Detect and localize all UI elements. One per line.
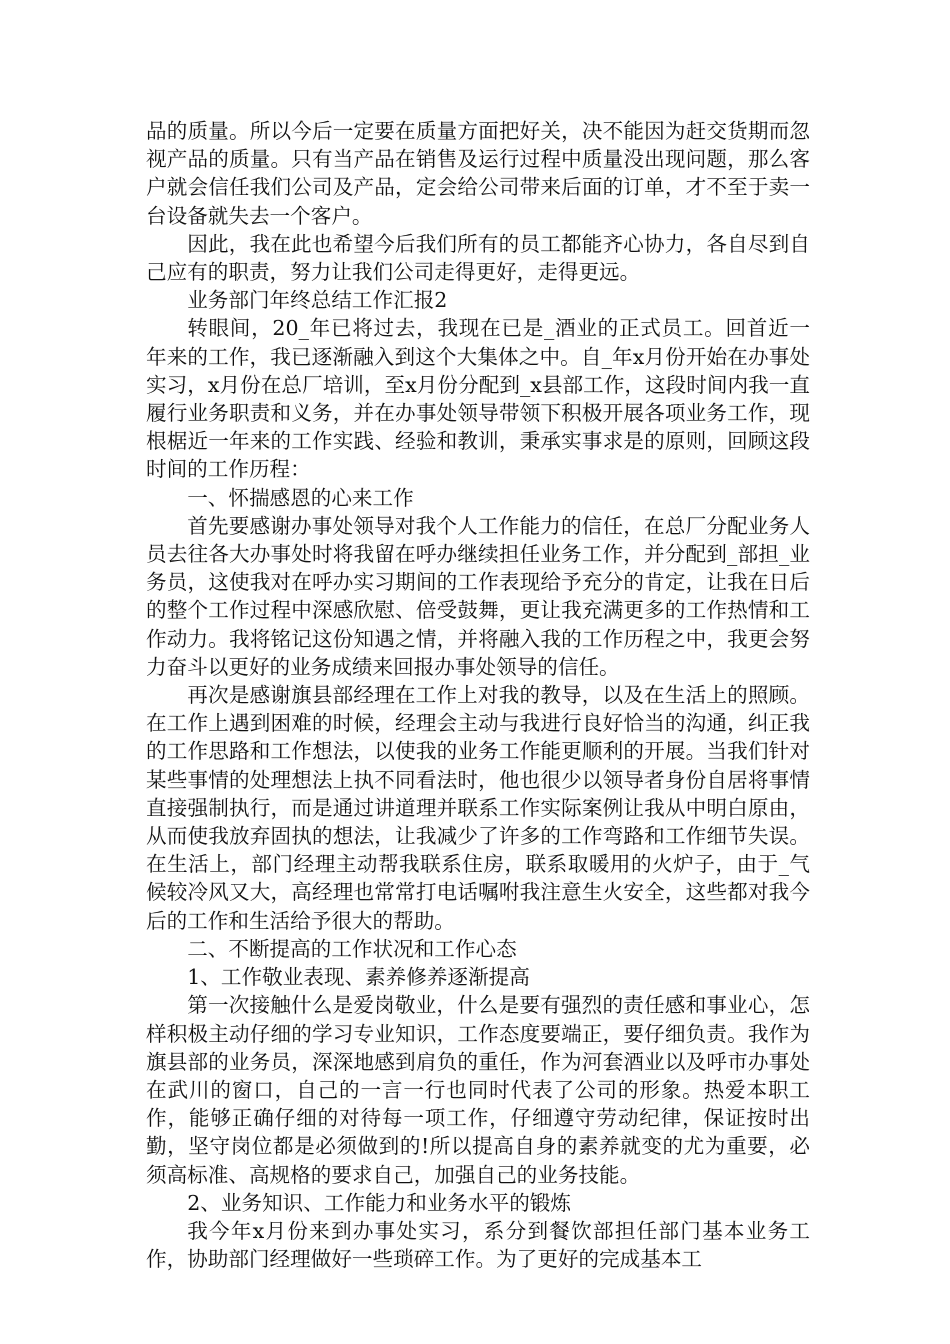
paragraph-body: 因此，我在此也希望今后我们所有的员工都能齐心协力，各自尽到自己应有的职责，努力让我们公司走得更好，走得更远。: [146, 231, 810, 285]
section-heading: 二、不断提高的工作状况和工作心态: [187, 936, 517, 961]
paragraph-body: 转眼间，20_年已将过去，我现在已是_酒业的正式员工。回首近一年来的工作，我已逐渐融入到这个大集体之中。自_年x月份开始在办事处实习，x月份在总厂培训，至x月份分配到_x县部工作，这段时间内我一直履行业务职责和义务，并在办事处领导带领下积极开展各项业务工作，现根椐近一年来的工作实践、经验和教训，秉承实事求是的原则，回顾这段时间的工作历程：: [146, 316, 810, 482]
subsection-heading: 1、工作敬业表现、素养修养逐渐提高: [187, 965, 530, 990]
paragraph-body: 首先要感谢办事处领导对我个人工作能力的信任，在总厂分配业务人员去往各大办事处时将我留在呼办继续担任业务工作，并分配到_部担_业务员，这使我对在呼办实习期间的工作表现给予充分的肯定，让我在日后的整个工作过程中深感欣慰、倍受鼓舞，更让我充满更多的工作热情和工作动力。我将铭记这份知遇之情，并将融入我的工作历程之中，我更会努力奋斗以更好的业务成绩来回报办事处领导的信任。: [146, 513, 810, 679]
document-page: [146, 117, 810, 1273]
section-heading: 一、怀揣感恩的心来工作: [187, 485, 414, 510]
paragraph-body: 再次是感谢旗县部经理在工作上对我的教导，以及在生活上的照顾。在工作上遇到困难的时候，经理会主动与我进行良好恰当的沟通，纠正我的工作思路和工作想法，以使我的业务工作能更顺利的开展。当我们针对某些事情的处理想法上执不同看法时，他也很少以领导者身份自居将事情直接强制执行，而是通过讲道理并联系工作实际案例让我从中明白原由，从而使我放弃固执的想法，让我减少了许多的工作弯路和工作细节失误。在生活上，部门经理主动帮我联系住房，联系取暖用的火炉子，由于_气候较冷风又大，高经理也常常打电话嘱咐我注意生火安全，这些都对我今后的工作和生活给予很大的帮助。: [146, 683, 810, 933]
paragraph-continuation: 品的质量。所以今后一定要在质量方面把好关，决不能因为赶交货期而忽视产品的质量。只有当产品在销售及运行过程中质量没出现问题，那么客户就会信任我们公司及产品，定会给公司带来后面的订单，才不至于卖一台设备就失去一个客户。: [146, 119, 810, 228]
paragraph-body: 第一次接触什么是爱岗敬业，什么是要有强烈的责任感和事业心，怎样积极主动仔细的学习专业知识，工作态度要端正，要仔细负责。我作为旗县部的业务员，深深地感到肩负的重任，作为河套酒业以及呼市办事处在武川的窗口，自己的一言一行也同时代表了公司的形象。热爱本职工作，能够正确仔细的对待每一项工作，仔细遵守劳动纪律，保证按时出勤，坚守岗位都是必须做到的!所以提高自身的素养就变的尤为重要，必须高标准、高规格的要求自己，加强自己的业务技能。: [146, 993, 810, 1187]
subsection-heading: 2、业务知识、工作能力和业务水平的锻炼: [187, 1190, 571, 1215]
paragraph-body: 我今年x月份来到办事处实习，系分到餐饮部担任部门基本业务工作，协助部门经理做好一些琐碎工作。为了更好的完成基本工: [146, 1218, 810, 1272]
section-title: 业务部门年终总结工作汇报2: [187, 288, 448, 313]
